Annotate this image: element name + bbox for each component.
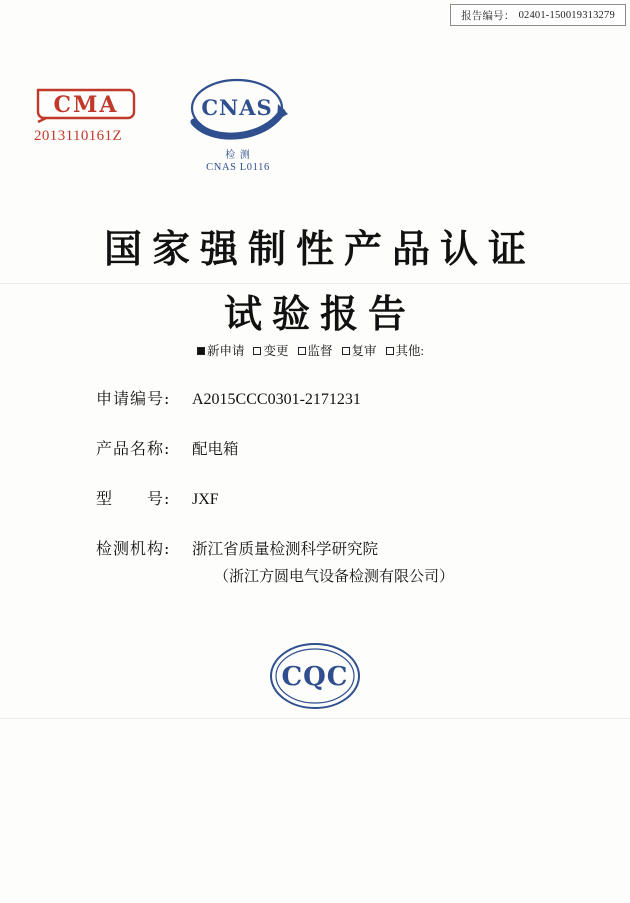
checkbox-review[interactable] xyxy=(342,341,377,359)
checkbox-box-icon xyxy=(253,347,261,355)
cma-code: 2013110161Z xyxy=(34,128,123,144)
checkbox-box-icon xyxy=(386,347,394,355)
field-label: 产品名称: xyxy=(96,439,171,458)
cma-mark xyxy=(34,84,164,145)
svg-text:CNAS: CNAS xyxy=(201,95,273,120)
field-testing-organization xyxy=(96,536,566,559)
field-model xyxy=(96,486,566,509)
cnas-logo-icon xyxy=(178,74,296,152)
checkbox-box-icon xyxy=(298,347,306,355)
page-fold-line xyxy=(0,718,630,719)
page-subtitle: 试验报告 xyxy=(223,291,416,336)
svg-text:CQC: CQC xyxy=(281,662,349,692)
field-testing-organization-sub: （浙江方圆电气设备检测有限公司） xyxy=(214,567,455,585)
cnas-mark xyxy=(178,74,298,173)
field-product-name xyxy=(96,436,566,459)
field-label: 型 号: xyxy=(96,489,171,508)
checkbox-label: 复审 xyxy=(351,344,377,358)
report-number-label: 报告编号： xyxy=(461,10,515,22)
cqc-logo-icon xyxy=(267,640,363,712)
checkbox-new-application[interactable] xyxy=(197,341,245,359)
field-label: 检测机构: xyxy=(96,539,171,558)
field-application-number xyxy=(96,386,566,409)
checkbox-other[interactable] xyxy=(386,341,424,359)
cma-logo-icon xyxy=(34,84,138,122)
field-label: 申请编号: xyxy=(96,389,171,408)
field-value: JXF xyxy=(192,491,219,508)
application-type-row xyxy=(0,341,630,359)
svg-text:CMA: CMA xyxy=(53,92,119,118)
checkbox-box-icon xyxy=(342,347,350,355)
report-number-box xyxy=(450,4,626,26)
checkbox-label: 其他: xyxy=(395,344,425,358)
checkbox-label: 新申请 xyxy=(206,344,245,358)
checkbox-change[interactable] xyxy=(253,341,288,359)
page-title: 国家强制性产品认证 xyxy=(103,226,536,271)
cnas-subtitle: 检 测 xyxy=(225,150,251,161)
checkbox-label: 监督 xyxy=(307,344,333,358)
cqc-mark xyxy=(0,640,630,717)
field-value: A2015CCC0301-2171231 xyxy=(192,391,361,408)
cnas-number: CNAS L0116 xyxy=(206,162,270,173)
checkbox-label: 变更 xyxy=(263,344,289,358)
checkbox-box-icon xyxy=(197,347,205,355)
field-value: 配电箱 xyxy=(192,440,239,458)
field-value: 浙江省质量检测科学研究院 xyxy=(192,540,379,558)
checkbox-supervision[interactable] xyxy=(298,341,333,359)
report-fields xyxy=(96,386,566,586)
report-number-value: 02401-150019313279 xyxy=(518,9,615,21)
